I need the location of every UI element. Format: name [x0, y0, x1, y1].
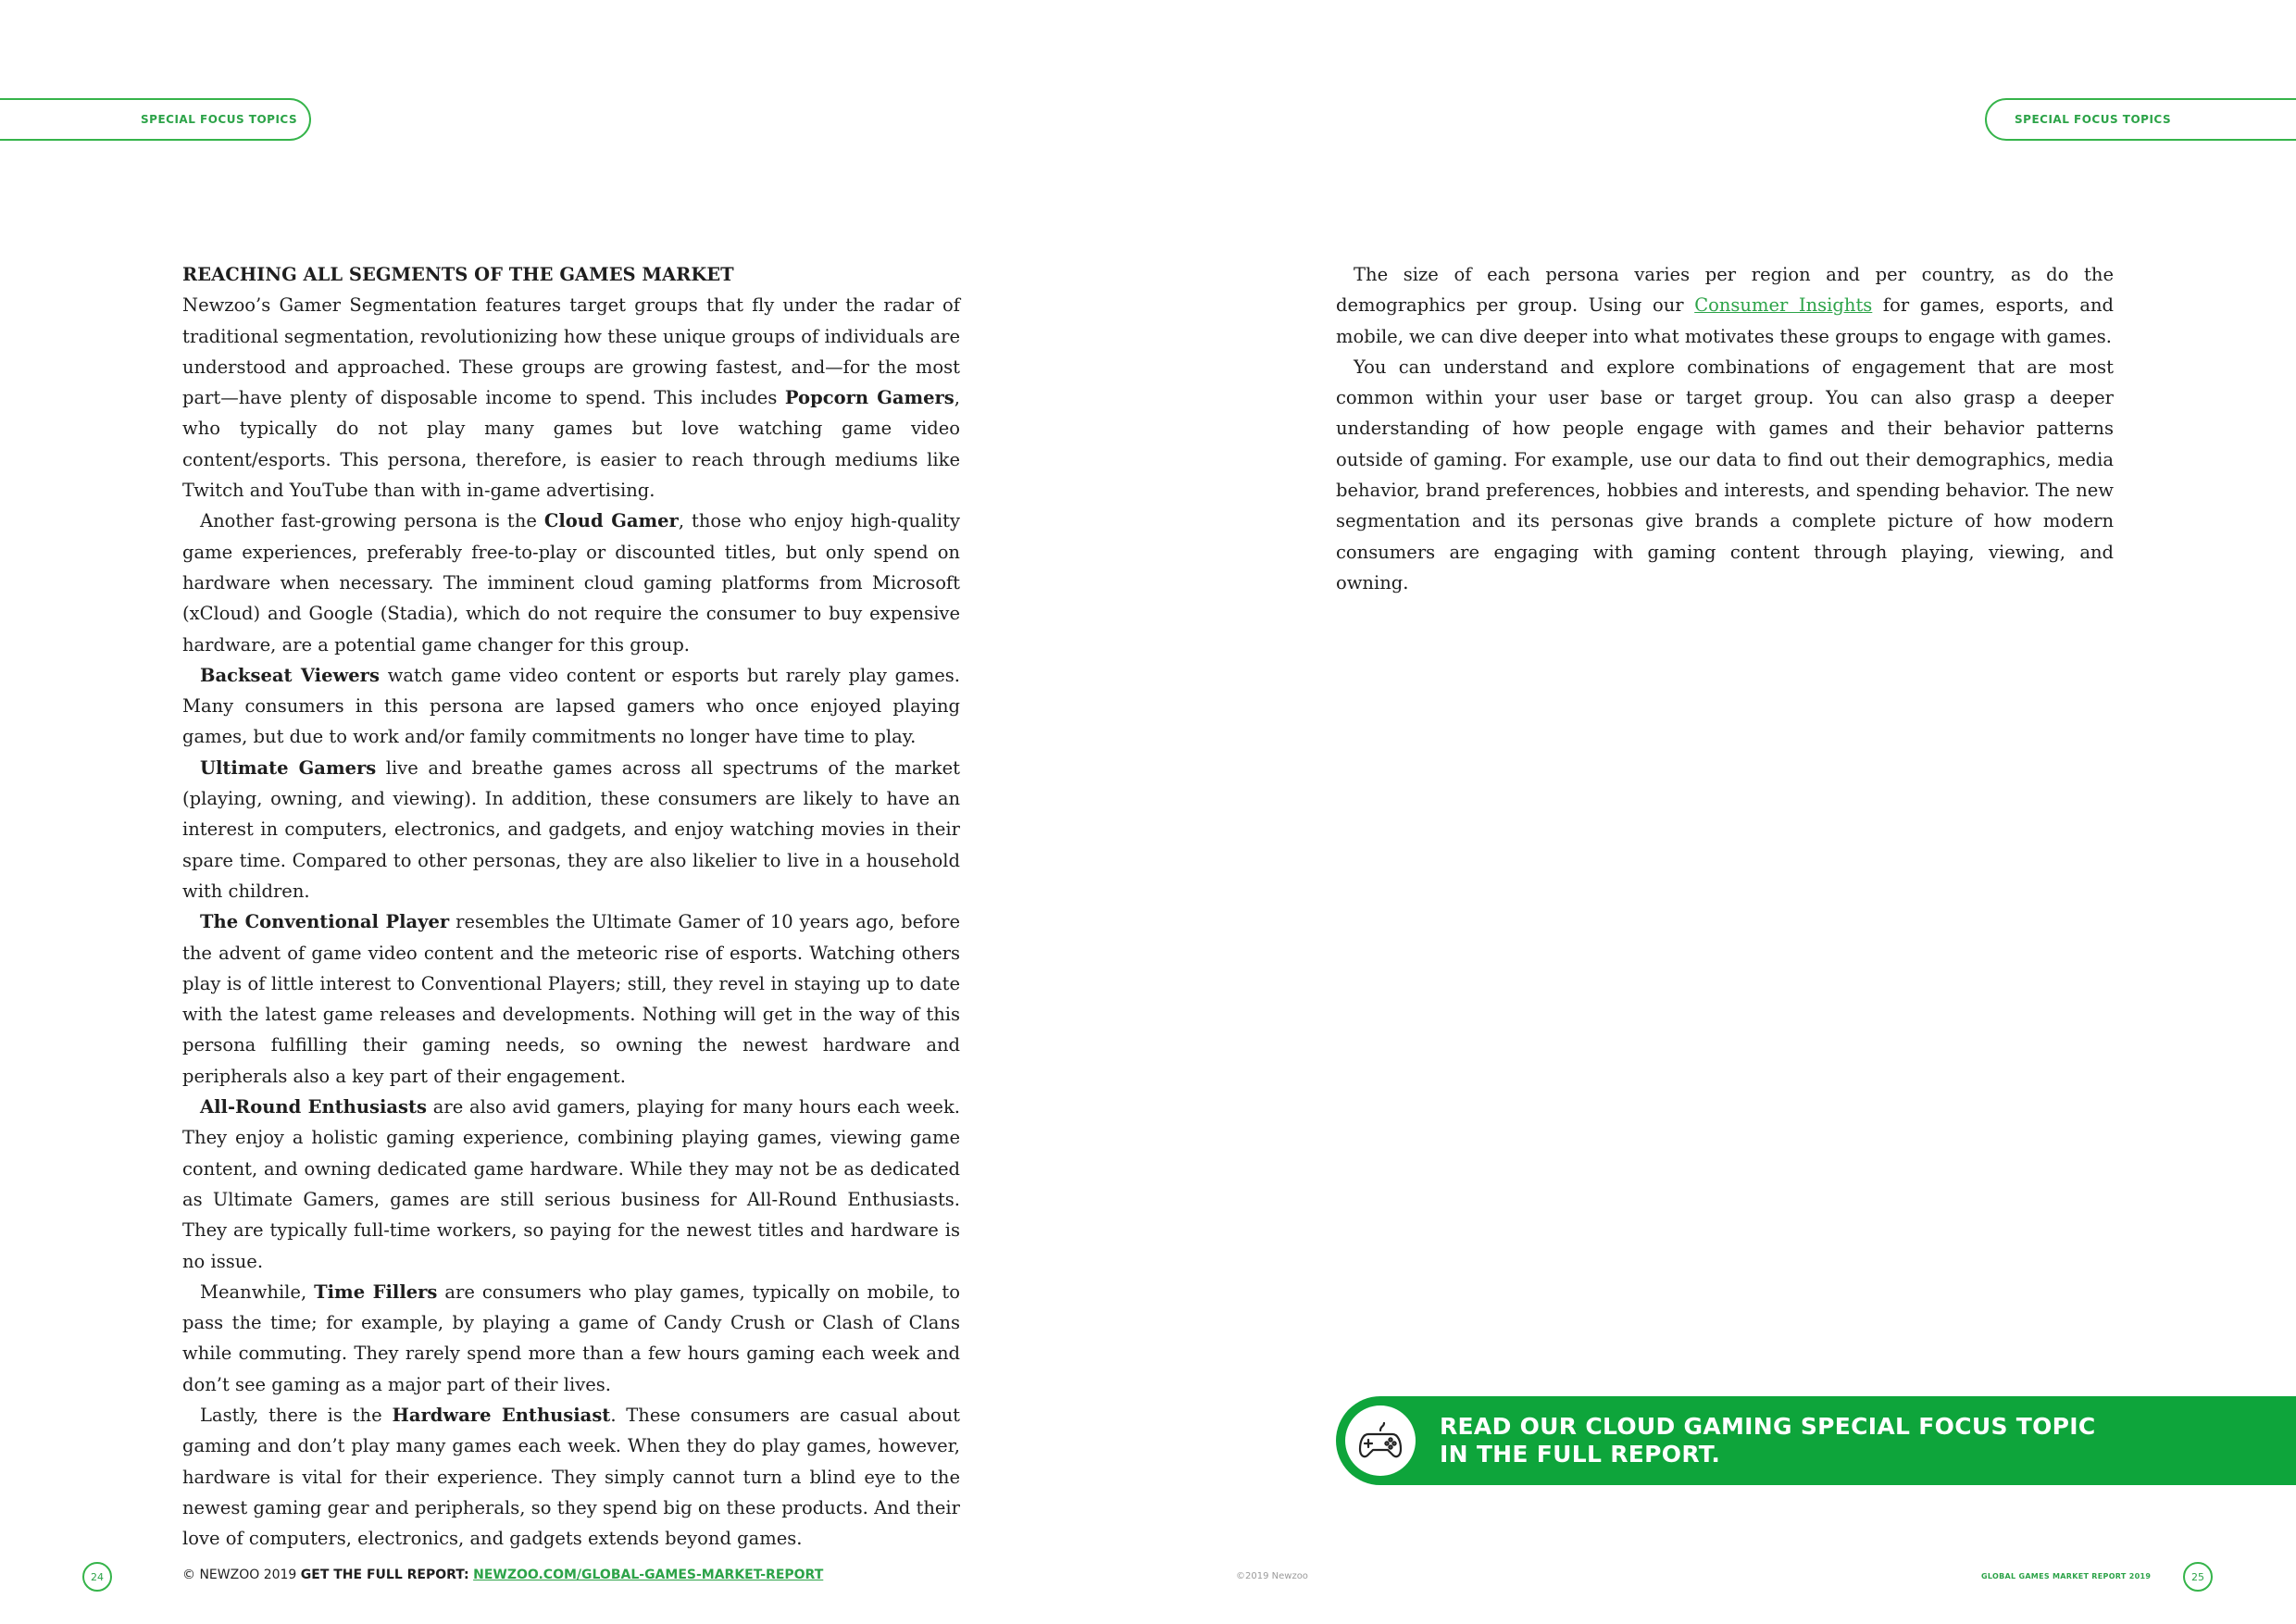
footer-left	[182, 1568, 823, 1582]
footer-center-copyright: ©2019 Newzoo	[1236, 1571, 1308, 1581]
section-tab-left	[0, 98, 311, 141]
persona-name: All-Round Enthusiasts	[200, 1096, 427, 1118]
cta-line-1: READ OUR CLOUD GAMING SPECIAL FOCUS TOPIC	[1440, 1413, 2096, 1440]
persona-name: The Conventional Player	[200, 911, 450, 933]
cta-icon-circle	[1345, 1405, 1416, 1476]
section-heading: REACHING ALL SEGMENTS OF THE GAMES MARKET	[182, 264, 734, 285]
paragraph-engagement: You can understand and explore combinations of engagement that are most common within your user base or target group. You can also grasp a deeper understanding of how people engage with games and their behavior patterns outside of gaming. For example, use our data to find out their demographics, media behavior, brand preferences, hobbies and interests, and spending behavior. The new segmentation and its personas give brands a complete picture of how modern consumers are engaging with gaming content through playing, viewing, and owning.	[1336, 356, 2114, 593]
paragraph-conventional-player: The Conventional Player resembles the Ultimate Gamer of 10 years ago, before the advent of game video content and the meteoric rise of esports. Watching others play is of little interest to Conventional Players; still, they revel in staying up to date with the latest game releases and developments. Nothing will get in the way of this persona fulfilling their gaming needs, so owning the newest hardware and peripherals also a key part of their engagement.	[182, 911, 960, 1087]
gamepad-icon	[1355, 1416, 1405, 1466]
paragraph-cloud-gamer: Another fast-growing persona is the Cloud Gamer, those who enjoy high-quality game experiences, preferably free-to-play or discounted titles, but only spend on hardware when necessary. The imminent cloud gaming platforms from Microsoft (xCloud) and Google (Stadia), which do not require the consumer to buy expensive hardware, are a potential game changer for this group.	[182, 510, 960, 656]
footer-cta-label: GET THE FULL REPORT:	[300, 1568, 469, 1582]
footer-report-link[interactable]: NEWZOO.COM/GLOBAL-GAMES-MARKET-REPORT	[473, 1568, 824, 1582]
paragraph-persona-size: The size of each persona varies per region and per country, as do the demographics per group. Using our Consumer Insights for games, esports, and mobile, we can dive deeper into what motivates these groups to engage with games.	[1336, 264, 2115, 347]
section-tab-left-label: SPECIAL FOCUS TOPICS	[141, 113, 298, 126]
right-page-body	[1336, 259, 2114, 598]
footer-copyright: © NEWZOO 2019	[182, 1568, 297, 1582]
paragraph-hardware-enthusiast: Lastly, there is the Hardware Enthusiast. These consumers are casual about gaming and don’t play many games each week. When they do play games, however, hardware is vital for their experience. They simply cannot turn a blind eye to the newest gaming gear and peripherals, so they spend big on these products. And their love of computers, electronics, and gadgets extends beyond games.	[182, 1404, 960, 1550]
paragraph-all-round-enthusiasts: All-Round Enthusiasts are also avid gamers, playing for many hours each week. They enjoy a holistic gaming experience, combining playing games, viewing game content, and owning dedicated game hardware. While they may not be as dedicated as Ultimate Gamers, games are still serious business for All-Round Enthusiasts. They are typically full-time workers, so paying for the newest titles and hardware is no issue.	[182, 1096, 960, 1272]
persona-name: Ultimate Gamers	[200, 756, 377, 779]
paragraph-ultimate-gamers: Ultimate Gamers live and breathe games across all spectrums of the market (playing, owning, and viewing). In addition, these consumers are likely to have an interest in computers, electronics, and gadgets, and enjoy watching movies in their spare time. Compared to other personas, they are also likelier to live in a household with children.	[182, 756, 960, 902]
section-tab-right-label: SPECIAL FOCUS TOPICS	[2015, 113, 2172, 126]
persona-name: Cloud Gamer	[543, 510, 679, 532]
left-page-body	[182, 259, 960, 1554]
persona-name: Time Fillers	[314, 1280, 438, 1303]
page-number-right: 25	[2183, 1562, 2213, 1592]
paragraph-backseat-viewers: Backseat Viewers watch game video content or esports but rarely play games. Many consumers in this persona are lapsed gamers who once enjoyed playing games, but due to work and/or family commitments no longer have time to play.	[182, 664, 960, 748]
page-number-left: 24	[82, 1562, 112, 1592]
footer-report-title: GLOBAL GAMES MARKET REPORT 2019	[1981, 1572, 2152, 1580]
paragraph-popcorn-gamers: Newzoo’s Gamer Segmentation features target groups that fly under the radar of traditional segmentation, revolutionizing how these unique groups of individuals are understood and approached. These groups are growing fastest, and—for the most part—have plenty of disposable income to spend. This includes Popcorn Gamers, who typically do not play many games but love watching game video content/esports. This persona, therefore, is easier to reach through mediums like Twitch and YouTube than with in-game advertising.	[182, 294, 960, 502]
cta-text	[1440, 1413, 2096, 1468]
cta-line-2: IN THE FULL REPORT.	[1440, 1441, 1721, 1468]
persona-name: Hardware Enthusiast	[392, 1404, 611, 1426]
paragraph-time-fillers: Meanwhile, Time Fillers are consumers who play games, typically on mobile, to pass the time; for example, by playing a game of Candy Crush or Clash of Clans while commuting. They rarely spend more than a few hours gaming each week and don’t see gaming as a major part of their lives.	[182, 1280, 960, 1395]
section-tab-right	[1985, 98, 2296, 141]
cloud-gaming-cta-banner[interactable]	[1336, 1396, 2296, 1485]
persona-name: Popcorn Gamers	[784, 387, 955, 409]
consumer-insights-link[interactable]: Consumer Insights	[1694, 294, 1873, 317]
persona-name: Backseat Viewers	[200, 664, 380, 686]
